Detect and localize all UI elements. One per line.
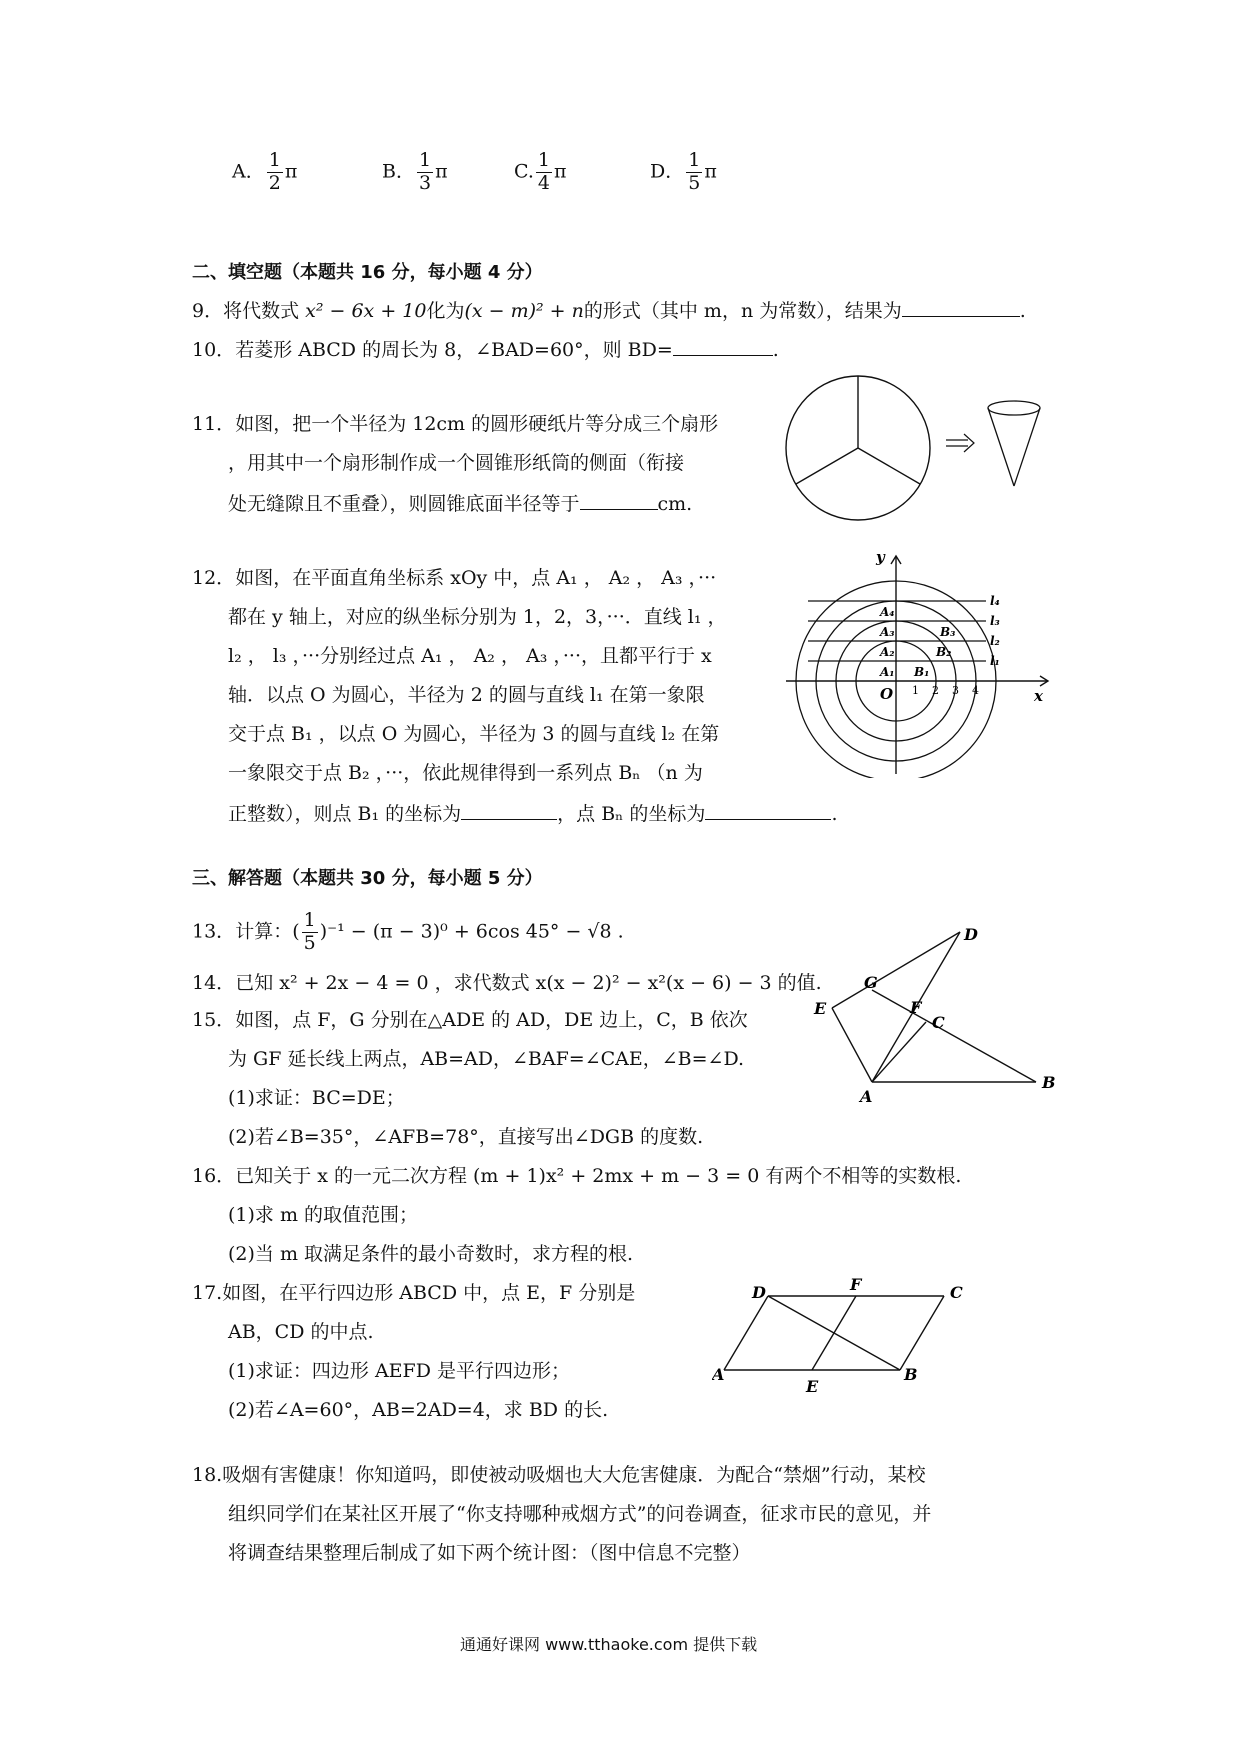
numerator: 1 [688, 149, 701, 171]
question-16-line-1 [192, 1165, 961, 1188]
q8-option-b [382, 150, 448, 195]
q10-text: 若菱形 ABCD 的周长为 8，∠BAD=60°，则 BD= [235, 339, 673, 361]
q13-text-b: )⁻¹ − (π − 3)⁰ + 6cos 45° − √8 . [319, 920, 624, 943]
question-13 [192, 910, 624, 955]
question-number: 18. [192, 1464, 223, 1486]
arrow-icon [946, 434, 974, 452]
q8-option-d [650, 150, 717, 195]
x-axis-label: x [1034, 687, 1043, 705]
point-C-label: C [932, 1013, 945, 1032]
question-12-line-7 [228, 801, 837, 826]
page-footer: 通通好课网 www.tthaoke.com 提供下载 [460, 1635, 758, 1654]
pi-symbol: π [554, 160, 567, 183]
question-12-line-1 [192, 567, 716, 590]
point-C-label: C [950, 1283, 963, 1302]
sector-radius-2 [858, 448, 920, 484]
tick-label-1: 1 [912, 684, 919, 697]
question-18-line-2: 组织同学们在某社区开展了“你支持哪种戒烟方式”的问卷调查，征求市民的意见，并 [228, 1503, 932, 1525]
fraction [417, 150, 433, 195]
tick-label-4: 4 [972, 684, 979, 697]
numerator: 1 [537, 149, 550, 171]
segment-ED [832, 932, 960, 1008]
l1-label: l₁ [990, 654, 1000, 668]
q18-text-1: 吸烟有害健康！你知道吗，即使被动吸烟也大大危害健康．为配合“禁烟”行动，某校 [222, 1464, 926, 1486]
option-label: C. [514, 160, 534, 183]
question-12-line-3: l₂ ， l₃ ，···分别经过点 A₁ ， A₂ ， A₃ ，···，且都平行于 x [228, 645, 712, 667]
question-18-line-1 [192, 1464, 926, 1487]
a4-label: A₄ [880, 605, 895, 619]
q15-text-1: 如图，点 F，G 分别在△ADE 的 AD，DE 边上，C，B 依次 [235, 1009, 748, 1031]
q10-end: . [772, 339, 779, 361]
option-label: B． [382, 160, 415, 183]
question-11-line-2: ，用其中一个扇形制作成一个圆锥形纸筒的侧面（衔接 [228, 452, 685, 474]
q12-text-7b: ，点 Bₙ 的坐标为 [557, 803, 706, 825]
question-18-line-3: 将调查结果整理后制成了如下两个统计图：（图中信息不完整） [228, 1542, 751, 1564]
question-number: 12． [192, 567, 236, 589]
question-number: 10． [192, 339, 236, 361]
q12-figure [786, 546, 1056, 778]
question-11-line-3 [228, 491, 692, 516]
question-15-line-3: (1)求证：BC=DE； [228, 1087, 405, 1109]
fraction [302, 910, 318, 955]
numerator: 1 [418, 149, 432, 171]
q9-end: . [1019, 300, 1026, 322]
q11-text-1: 如图，把一个半径为 12cm 的圆形硬纸片等分成三个扇形 [235, 413, 719, 435]
question-16-line-2: (1)求 m 的取值范围； [228, 1204, 419, 1226]
option-label: D． [650, 160, 685, 183]
question-number: 13． [192, 920, 236, 943]
fraction [686, 150, 702, 195]
origin-label: O [880, 685, 894, 703]
fraction [536, 150, 552, 195]
q12-text-7c: . [831, 803, 838, 825]
answer-blank[interactable] [705, 801, 831, 820]
answer-blank[interactable] [673, 337, 773, 356]
question-number: 11． [192, 413, 236, 435]
q9-text-c: 的形式（其中 m，n 为常数），结果为 [583, 300, 902, 322]
q11-text-3a: 处无缝隙且不重叠），则圆锥底面半径等于 [228, 493, 580, 515]
tick-label-2: 2 [932, 684, 939, 697]
segment-AD [724, 1296, 768, 1370]
a3-label: A₃ [880, 625, 895, 639]
b2-label: B₂ [936, 645, 952, 659]
question-17-line-2: AB，CD 的中点. [228, 1321, 374, 1343]
numerator: 1 [268, 149, 281, 171]
q14-text: 已知 x² + 2x − 4 = 0 ，求代数式 x(x − 2)² − x²(x − 6) − 3 的值. [235, 972, 822, 994]
question-number: 16． [192, 1165, 236, 1187]
q16-text-1: 已知关于 x 的一元二次方程 (m + 1)x² + 2mx + m − 3 = 0 有两个不相等的实数根. [235, 1165, 962, 1187]
tick-label-3: 3 [952, 684, 959, 697]
question-12-line-5: 交于点 B₁ ，以点 O 为圆心，半径为 3 的圆与直线 l₂ 在第 [228, 723, 720, 745]
point-E-label: E [806, 1377, 819, 1396]
point-E-label: E [814, 999, 827, 1018]
q9-text-a: 将代数式 [223, 300, 306, 322]
q15-figure [808, 922, 1068, 1112]
q12-text-7a: 正整数），则点 B₁ 的坐标为 [228, 803, 462, 825]
question-15-line-2: 为 GF 延长线上两点，AB=AD，∠BAF=∠CAE，∠B=∠D. [228, 1048, 745, 1070]
a1-label: A₁ [880, 665, 895, 679]
denominator: 5 [688, 171, 701, 194]
a2-label: A₂ [880, 645, 895, 659]
b1-label: B₁ [914, 665, 930, 679]
question-14 [192, 972, 822, 995]
question-10 [192, 337, 779, 362]
segment-GB [872, 990, 1036, 1082]
b3-label: B₃ [940, 625, 956, 639]
point-A-label: A [860, 1087, 873, 1106]
question-15-line-4: (2)若∠B=35°，∠AFB=78°，直接写出∠DGB 的度数. [228, 1126, 704, 1148]
q11-figure [780, 368, 1060, 528]
denominator: 2 [268, 171, 281, 194]
q8-option-c [514, 150, 567, 195]
question-12-line-2: 都在 y 轴上，对应的纵坐标分别为 1，2，3，···．直线 l₁ ， [228, 606, 727, 628]
pi-symbol: π [435, 160, 448, 183]
segment-EA [832, 1008, 872, 1082]
q17-figure [712, 1276, 982, 1400]
answer-blank[interactable] [461, 801, 557, 820]
pi-symbol: π [704, 160, 717, 183]
question-12-line-4: 轴．以点 O 为圆心，半径为 2 的圆与直线 l₁ 在第一象限 [228, 684, 705, 706]
segment-AC [872, 1022, 926, 1082]
answer-blank[interactable] [580, 491, 658, 510]
question-16-line-3: (2)当 m 取满足条件的最小奇数时，求方程的根. [228, 1243, 634, 1265]
q13-text-a: 计算：( [235, 920, 300, 943]
sector-radius-3 [796, 448, 858, 484]
denominator: 5 [303, 931, 316, 954]
q8-option-a [232, 150, 297, 195]
question-15-line-1 [192, 1009, 748, 1032]
l3-label: l₃ [990, 614, 1000, 628]
question-17-line-3: (1)求证：四边形 AEFD 是平行四边形； [228, 1360, 571, 1382]
denominator: 3 [418, 171, 432, 194]
question-17-line-4: (2)若∠A=60°，AB=2AD=4，求 BD 的长. [228, 1399, 609, 1421]
question-number: 9． [192, 300, 224, 322]
denominator: 4 [537, 171, 550, 194]
question-number: 17. [192, 1282, 223, 1304]
segment-FE [812, 1296, 856, 1370]
q9-expression: x² − 6x + 10 [305, 300, 427, 322]
q9-form: (x − m)² + n [464, 300, 584, 322]
pi-symbol: π [284, 160, 298, 183]
section-heading-fill-blank: 二、填空题（本题共 16 分，每小题 4 分） [192, 262, 543, 283]
q17-text-1: 如图，在平行四边形 ABCD 中，点 E，F 分别是 [222, 1282, 636, 1304]
point-D-label: D [964, 925, 978, 944]
question-9 [192, 298, 1026, 323]
point-F-label: F [850, 1276, 862, 1294]
l2-label: l₂ [990, 634, 1000, 648]
question-number: 15． [192, 1009, 236, 1031]
section-heading-solve: 三、解答题（本题共 30 分，每小题 5 分） [192, 868, 543, 889]
fraction [267, 150, 283, 195]
point-A-label: A [712, 1365, 725, 1384]
point-D-label: D [752, 1283, 766, 1302]
option-label: A． [232, 160, 265, 183]
point-B-label: B [904, 1365, 918, 1384]
question-number: 14． [192, 972, 236, 994]
point-G-label: G [864, 973, 878, 992]
point-B-label: B [1042, 1073, 1056, 1092]
q9-text-b: 化为 [426, 300, 465, 322]
q11-text-3b: cm. [657, 493, 693, 515]
q12-text-1: 如图，在平面直角坐标系 xOy 中，点 A₁ ， A₂ ， A₃ ，··· [235, 567, 717, 589]
question-11-line-1 [192, 413, 718, 436]
numerator: 1 [303, 909, 316, 931]
l4-label: l₄ [990, 594, 1000, 608]
segment-CB [900, 1296, 944, 1370]
cone-icon [988, 401, 1040, 486]
point-F-label: F [910, 998, 922, 1017]
y-axis-label: y [876, 548, 885, 566]
answer-blank[interactable] [902, 298, 1020, 317]
question-17-line-1 [192, 1282, 635, 1305]
question-12-line-6: 一象限交于点 B₂ ，···，依此规律得到一系列点 Bₙ （n 为 [228, 762, 703, 784]
